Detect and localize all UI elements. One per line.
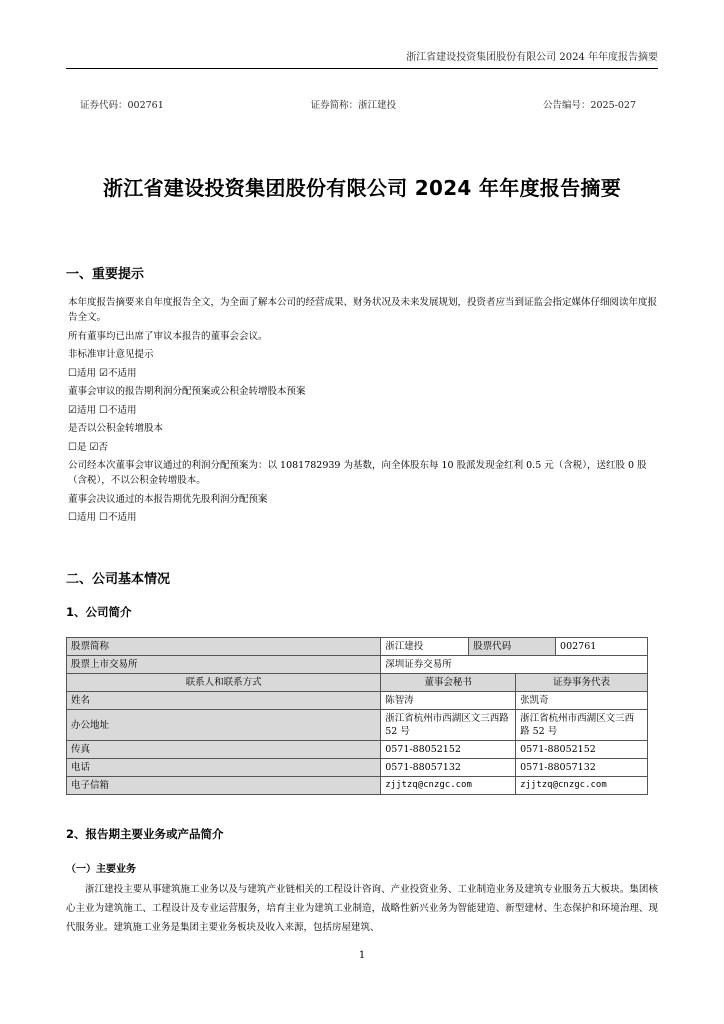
checkbox-icon: ☑ [89, 441, 99, 453]
section1-heading: 一、重要提示 [66, 267, 145, 282]
table-cell: 股票代码 [469, 638, 556, 656]
checkbox-label: 不适用 [107, 512, 137, 523]
page-number: 1 [358, 950, 366, 961]
notice-paragraph-4: 董事会审议的报告期利润分配预案或公积金转增股本预案 [68, 386, 306, 397]
table-cell: 深圳证券交易所 [381, 656, 648, 674]
checkbox-row-audit [68, 366, 658, 381]
checkbox-icon: ☑ [68, 404, 77, 416]
notice-paragraph-7: 董事会决议通过的本报告期优先股利润分配预案 [68, 493, 268, 505]
table-cell: 浙江建投 [381, 638, 469, 656]
email-link[interactable]: zjjtzq@cnzgc.com [381, 777, 516, 795]
notice-paragraph-2: 所有董事均已出席了审议本报告的董事会会议。 [68, 330, 268, 342]
company-profile-heading: 1、公司简介 [66, 605, 132, 619]
checkbox-label: 适用 [76, 512, 96, 523]
notice-paragraph-1: 本年度报告摘要来自年度报告全文，为全面了解本公司的经营成果、财务状况及未来发展规划，投资者应当到证监会指定媒体仔细阅读年度报告全文。 [68, 297, 658, 323]
table-row [67, 741, 648, 759]
table-cell: 0571-88057132 [381, 759, 516, 777]
checkbox-row-profit [68, 403, 658, 418]
checkbox-icon: ☐ [68, 512, 77, 523]
table-cell: 电话 [67, 759, 381, 777]
checkbox-icon: ☐ [99, 404, 108, 416]
announcement-number: 公告编号：2025-027 [542, 100, 636, 111]
checkbox-label: 不适用 [107, 367, 137, 379]
checkbox-icon: ☐ [99, 512, 108, 523]
table-cell: 浙江省杭州市西湖区文三西路 52 号 [381, 710, 516, 741]
business-heading: 2、报告期主要业务或产品简介 [66, 827, 224, 841]
table-cell: 传真 [67, 741, 381, 759]
checkbox-label: 否 [98, 441, 108, 453]
table-row [67, 710, 648, 741]
table-cell: 0571-88052152 [516, 741, 648, 759]
company-profile-table [66, 637, 648, 795]
table-cell: 002761 [556, 638, 648, 656]
table-row [67, 674, 648, 692]
table-row [67, 777, 648, 795]
main-business-paragraph: 浙江建投主要从事建筑施工业务以及与建筑产业链相关的工程设计咨询、产业投资业务、工业制造业务及建筑专业服务五大板块。集团核心主业为建筑施工、工程设计及专业运营服务，培育主业为建筑工业制造，战略性新兴业务为智能建造、新型建材、生态保护和环境治理、现代服务业。建筑施工业务是集团主要业务板块及收入来源，包括房屋建筑、 [66, 884, 658, 933]
email-link[interactable]: zjjtzq@cnzgc.com [516, 777, 648, 795]
checkbox-label: 是 [76, 441, 87, 453]
stock-name: 证券简称：浙江建投 [310, 100, 397, 111]
stock-code: 证券代码：002761 [80, 100, 164, 111]
main-business-heading: （一）主要业务 [66, 864, 136, 875]
table-row [67, 656, 648, 674]
table-cell: 0571-88052152 [381, 741, 516, 759]
checkbox-label: 适用 [76, 367, 96, 379]
notice-paragraph-5: 是否以公积金转增股本 [68, 423, 164, 434]
table-cell: 办公地址 [67, 710, 381, 741]
table-cell: 姓名 [67, 692, 381, 710]
table-row [67, 638, 648, 656]
checkbox-row-reserve [68, 440, 658, 455]
meta-row [80, 97, 636, 111]
checkbox-row-preferred [68, 510, 658, 525]
table-cell: 陈智涛 [381, 692, 516, 710]
table-cell: 董事会秘书 [381, 674, 516, 692]
checkbox-icon: ☐ [68, 367, 77, 379]
table-cell: 证券事务代表 [516, 674, 648, 692]
section1-body [68, 295, 658, 529]
notice-paragraph-3: 非标准审计意见提示 [68, 349, 154, 360]
document-title: 浙江省建设投资集团股份有限公司 2024 年年度报告摘要 [103, 176, 621, 200]
table-cell: 股票上市交易所 [67, 656, 381, 674]
table-cell: 张凯奇 [516, 692, 648, 710]
table-cell: 0571-88057132 [516, 759, 648, 777]
notice-paragraph-6: 公司经本次董事会审议通过的利润分配预案为：以 1081782939 为基数，向全体股东每 10 股派发现金红利 0.5 元（含税），送红股 0 股（含税），不以公积金转增股本。 [68, 460, 647, 486]
running-header: 浙江省建设投资集团股份有限公司 2024 年年度报告摘要 [66, 48, 658, 69]
checkbox-icon: ☑ [99, 367, 108, 379]
table-row [67, 692, 648, 710]
table-row [67, 759, 648, 777]
table-cell: 电子信箱 [67, 777, 381, 795]
checkbox-icon: ☐ [68, 441, 77, 453]
table-cell: 股票简称 [67, 638, 381, 656]
table-cell: 浙江省杭州市西湖区文三西路 52 号 [516, 710, 648, 741]
checkbox-label: 不适用 [107, 404, 137, 416]
section2-heading: 二、公司基本情况 [66, 572, 171, 587]
table-cell: 联系人和联系方式 [67, 674, 381, 692]
checkbox-label: 适用 [76, 404, 96, 416]
